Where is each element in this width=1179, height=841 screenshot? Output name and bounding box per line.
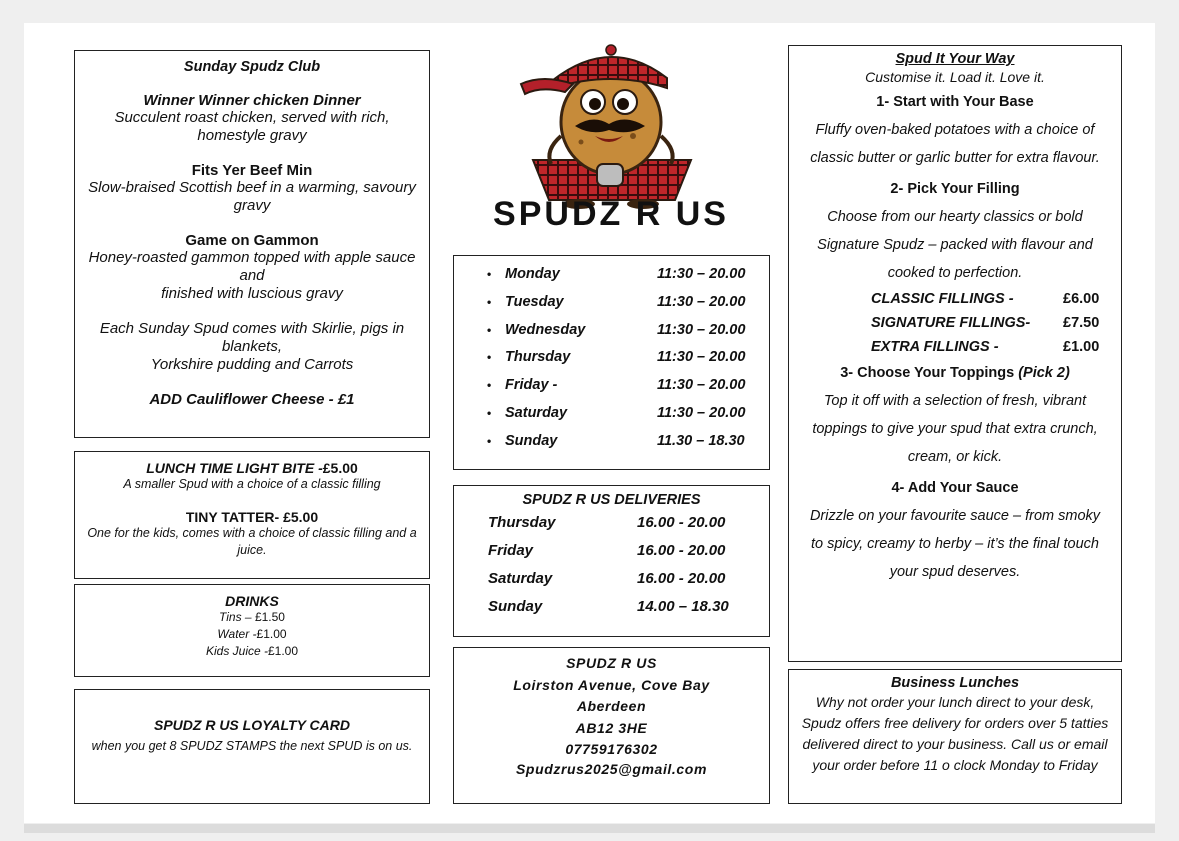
spud-your-way-box (788, 45, 1122, 662)
bullet-icon: • (487, 322, 492, 337)
sunday-addon: ADD Cauliflower Cheese - £1 (149, 391, 355, 408)
business-desc: Why not order your lunch direct to your desk, Spudz offers free delivery for orders over 5 tatties delivered direct to your business. Call us or email your order before 11 o clock Monday to Friday (801, 694, 1109, 773)
step-text: Top it off with a selection of fresh, vibrant toppings to give your spud that extra crunch, cream, or kick. (812, 393, 1098, 465)
hours-day: Monday (505, 266, 560, 282)
loyalty-box (74, 689, 430, 804)
hours-day: Friday - (505, 377, 558, 394)
delivery-time: 16.00 - 20.00 (637, 542, 726, 559)
hours-time: 11:30 – 20.00 (657, 377, 746, 394)
hours-time: 11:30 – 20.00 (657, 266, 746, 282)
deliveries-box (453, 485, 770, 637)
step-heading: 2- Pick Your Filling (890, 181, 1020, 197)
drinks-title: DRINKS (225, 593, 279, 609)
delivery-time: 14.00 – 18.30 (637, 598, 729, 615)
sunday-item-name: Game on Gammon (185, 232, 319, 249)
sunday-club-box (74, 50, 430, 438)
sunday-note: Yorkshire pudding and Carrots (150, 356, 354, 373)
kids-price: £5.00 (283, 509, 319, 525)
sunday-item-desc: Slow-braised Scottish beef in a warming, savoury gravy (88, 179, 416, 214)
sunday-item-desc: finished with luscious gravy (161, 285, 343, 302)
delivery-time: 16.00 - 20.00 (637, 514, 726, 531)
business-name: SPUDZ R US (566, 655, 657, 671)
filling-name: SIGNATURE FILLINGS- (871, 315, 1031, 331)
sunday-item-name: Fits Yer Beef Min (191, 162, 313, 179)
hours-row (454, 290, 769, 318)
bullet-icon: • (487, 350, 492, 365)
loyalty-title: SPUDZ R US LOYALTY CARD (153, 717, 350, 733)
city: Aberdeen (576, 698, 647, 714)
delivery-time: 16.00 - 20.00 (637, 570, 726, 587)
step-heading: 3- Choose Your Toppings (Pick 2) (840, 365, 1070, 381)
step-text: Choose from our hearty classics or bold Signature Spudz – packed with flavour and cooked to perfection. (817, 209, 1093, 281)
sunday-title: Sunday Spudz Club (183, 59, 321, 75)
bullet-icon: • (487, 433, 492, 448)
filling-price: £1.00 (1063, 339, 1100, 355)
delivery-row (454, 592, 769, 620)
step-heading: 4- Add Your Sauce (891, 480, 1019, 496)
hours-time: 11:30 – 20.00 (657, 321, 746, 338)
delivery-row (454, 508, 769, 536)
hours-row (454, 318, 769, 346)
hours-time: 11:30 – 20.00 (657, 404, 746, 421)
drink-item: Tins – £1.50 (219, 610, 285, 624)
hours-day: Saturday (505, 404, 568, 421)
filling-row (865, 315, 1115, 339)
hours-row (454, 373, 769, 401)
filling-name: CLASSIC FILLINGS - (871, 291, 1014, 307)
loyalty-desc: when you get 8 SPUDZ STAMPS the next SPUD is on us. (91, 739, 413, 753)
filling-row (865, 339, 1115, 363)
hours-time: 11.30 – 18.30 (657, 432, 745, 449)
delivery-row (454, 536, 769, 564)
delivery-day: Thursday (488, 514, 556, 531)
email-address: Spudzrus2025@gmail.com (515, 760, 708, 777)
opening-hours-box (453, 255, 770, 470)
hours-row (454, 401, 769, 429)
sunday-item-name: Winner Winner chicken Dinner (143, 92, 361, 109)
hours-time: 11:30 – 20.00 (657, 293, 746, 310)
delivery-day: Saturday (488, 570, 553, 587)
lunch-desc: A smaller Spud with a choice of a classic filling (123, 477, 381, 491)
business-lunches-box (788, 669, 1122, 804)
step-text: Drizzle on your favourite sauce – from smoky to spicy, creamy to herby – it’s the final touch your spud deserves. (809, 508, 1101, 580)
deliveries-title: SPUDZ R US DELIVERIES (522, 492, 701, 508)
sunday-item-desc: Succulent roast chicken, served with rich, homestyle gravy (114, 109, 390, 144)
sunday-item-desc: Honey-roasted gammon topped with apple sauce and (88, 249, 416, 284)
delivery-day: Sunday (488, 598, 543, 615)
filling-row (865, 291, 1115, 315)
hours-day: Sunday (505, 432, 558, 449)
step-text: Fluffy oven-baked potatoes with a choice of classic butter or garlic butter for extra flavour. (810, 122, 1100, 166)
hours-day: Tuesday (505, 293, 564, 310)
bullet-icon: • (487, 294, 492, 309)
bullet-icon: • (487, 378, 492, 393)
potato-mascot-icon (453, 40, 769, 240)
sunday-note: Each Sunday Spud comes with Skirlie, pigs in blankets, (99, 320, 405, 355)
hours-row (454, 429, 769, 457)
spud-way-subtitle: Customise it. Load it. Love it. (865, 69, 1045, 85)
logo-text: SPUDZ R US (493, 195, 729, 233)
page-edge (24, 824, 1155, 833)
hours-row (454, 345, 769, 373)
hours-day: Thursday (505, 349, 571, 366)
drink-item: Water -£1.00 (217, 627, 287, 641)
spudz-logo (453, 40, 769, 240)
filling-price: £7.50 (1063, 315, 1100, 331)
lunch-title: LUNCH TIME LIGHT BITE -£5.00 (146, 460, 358, 476)
hours-row (454, 262, 769, 290)
address-box (453, 647, 770, 804)
step-heading: 1- Start with Your Base (876, 94, 1034, 110)
hours-time: 11:30 – 20.00 (657, 349, 746, 366)
business-title: Business Lunches (890, 675, 1020, 691)
postcode: AB12 3HE (575, 719, 648, 736)
lunch-box (74, 451, 430, 579)
kids-desc: One for the kids, comes with a choice of classic filling and a juice. (87, 526, 417, 557)
bullet-icon: • (487, 267, 492, 281)
spud-way-title: Spud It Your Way (895, 51, 1015, 67)
street: Loirston Avenue, Cove Bay (513, 676, 710, 693)
delivery-day: Friday (488, 542, 534, 559)
filling-price: £6.00 (1063, 291, 1100, 307)
phone-number: 07759176302 (565, 741, 658, 757)
drink-item: Kids Juice -£1.00 (205, 644, 299, 658)
kids-title: TINY TATTER- £5.00 (185, 509, 319, 525)
bullet-icon: • (487, 405, 492, 420)
drinks-box (74, 584, 430, 677)
lunch-price: £5.00 (322, 460, 358, 476)
fillings-list (865, 291, 1115, 363)
filling-name: EXTRA FILLINGS - (871, 339, 999, 355)
hours-day: Wednesday (505, 321, 586, 338)
delivery-row (454, 564, 769, 592)
